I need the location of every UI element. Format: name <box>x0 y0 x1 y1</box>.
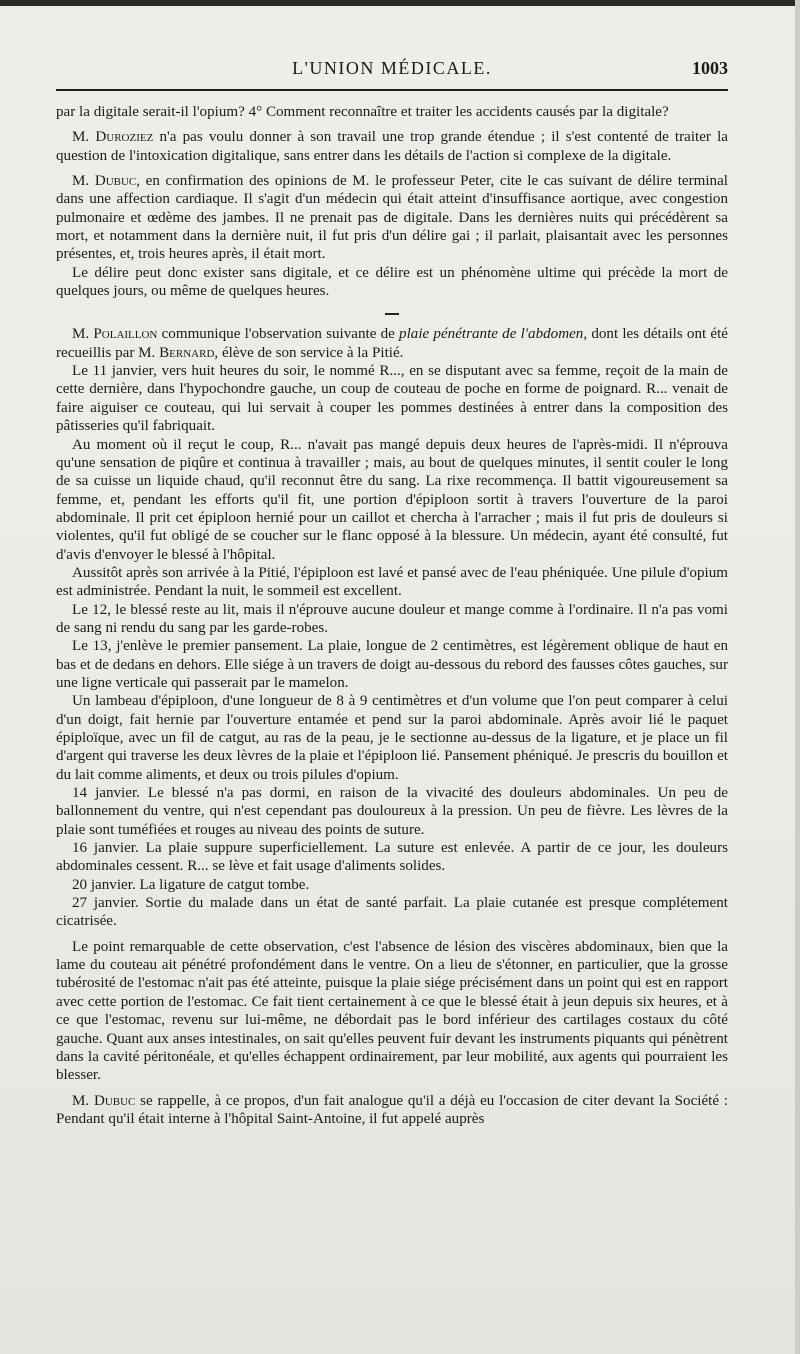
paragraph: Le délire peut donc exister sans digitale, et ce délire est un phénomène ultime qui précède la mort de quelques jours, ou même de quelques heures. <box>56 264 728 300</box>
page-number: 1003 <box>692 58 728 78</box>
paragraph: Le 12, le blessé reste au lit, mais il n'éprouve aucune douleur et mange comme à l'ordinaire. Il n'a pas vomi de sang ni rendu du sang par les garde-robes. <box>56 601 728 636</box>
paragraph: Au moment où il reçut le coup, R... n'avait pas mangé depuis deux heures de l'après-midi. Il n'éprouva qu'une sensation de piqûre et continua à travailler ; mais, au bout de quelques minutes, il sentit couler le long de sa cuisse un liquide chaud, qu'il reconnut être du sang. La rixe recommença. Il battit vigoureusement sa femme, et, pendant les efforts qu'il fit, une portion d'épiploon sortit à travers l'ouverture de la paroi abdominale. Il prit cet épiploon hernié pour un caillot et chercha à l'arracher ; mais il fut pris de douleurs si violentes, qu'il fut obligé de se coucher sur le flanc opposé à la blessure. Un médecin, ayant été consulté, fut d'avis d'envoyer le blessé à l'hôpital. <box>56 436 728 563</box>
student-name: Bernard <box>159 344 215 361</box>
header-rule <box>56 89 728 91</box>
section-separator <box>56 308 728 318</box>
scan-top-edge <box>0 0 800 6</box>
speaker-name: Dubuc <box>94 173 137 190</box>
paragraph: Un lambeau d'épiploon, d'une longueur de 8 à 9 centimètres et d'un volume que l'on peut comparer à celui d'un doigt, fait hernie par l'ouverture entamée et pend sur la paroi abdominale. Après avoir lié le paquet épiploïque, avec un fil de catgut, au ras de la peau, je le sectionne au-dessus de la ligature, et je place un fil d'argent qui traverse les deux lèvres de la plaie et l'épiploon lié. Pansement phéniqué. Je prescris du bouillon et du lait comme aliments, et deux ou trois pilules d'opium. <box>56 693 728 783</box>
speaker-name: Polaillon <box>93 326 158 343</box>
paragraph: 14 janvier. Le blessé n'a pas dormi, en raison de la vivacité des douleurs abdominales. Un peu de ballonnement du ventre, qui n'est cependant pas douloureux à la pression. Un peu de fièvre. Les lèvres de la plaie sont tuméfiées et rouges au niveau des points de suture. <box>56 785 728 838</box>
paragraph: Le 13, j'enlève le premier pansement. La plaie, longue de 2 centimètres, est légèrement oblique de haut en bas et de dedans en dehors. Elle siége à un travers de doigt au-dessous du rebord des fausses côtes gauches, sur une ligne verticale qui passerait par le mamelon. <box>56 638 728 691</box>
scan-right-edge <box>795 0 800 1354</box>
article-body <box>56 103 728 1128</box>
speaker-name: Dubuc <box>93 1092 136 1109</box>
running-title: L'UNION MÉDICALE. <box>292 58 492 78</box>
paragraph: M. Duroziez n'a pas voulu donner à son travail une trop grande étendue ; il s'est contenté de traiter la question de l'intoxication digitalique, sans entrer dans les détails de l'action si complexe de la digitale. <box>56 129 728 164</box>
paragraph: M. Dubuc se rappelle, à ce propos, d'un fait analogue qu'il a déjà eu l'occasion de citer devant la Société : Pendant qu'il était interne à l'hôpital Saint-Antoine, il fut appelé auprès <box>56 1092 729 1127</box>
paragraph: M. Polaillon communique l'observation suivante de plaie pénétrante de l'abdomen, dont les détails ont été recueillis par M. Bernard, élève de son service à la Pitié. <box>56 326 728 361</box>
paragraph: Le point remarquable de cette observation, c'est l'absence de lésion des viscères abdominaux, bien que la lame du couteau ait pénétré profondément dans le ventre. On a lieu de s'étonner, en particulier, que la grosse tubérosité de l'estomac n'ait pas été atteinte, puisque la plaie siége précisément dans un point qui est en rapport avec cette portion de l'estomac. Ce fait tient certainement à ce que le blessé était à jeun depuis six heures, et à ce que l'estomac, revenu sur lui-même, ne débordait pas le bord inférieur des cartilages costaux du côté gauche. Quant aux anses intestinales, on sait qu'elles peuvent fuir devant les instruments piquants qui pénètrent dans la cavité péritonéale, et qu'elles échappent ordinairement, par leur mobilité, aux agents qui pourraient les blesser. <box>56 938 728 1084</box>
page-header <box>56 58 728 84</box>
paragraph: 27 janvier. Sortie du malade dans un état de santé parfait. La plaie cutanée est presque complétement cicatrisée. <box>56 895 728 930</box>
paragraph: Aussitôt après son arrivée à la Pitié, l'épiploon est lavé et pansé avec de l'eau phéniquée. Une pilule d'opium est administrée. Pendant la nuit, le sommeil est excellent. <box>56 564 728 600</box>
paragraph: par la digitale serait-il l'opium? 4° Comment reconnaître et traiter les accidents causés par la digitale? <box>56 104 669 120</box>
speaker-name: Duroziez <box>95 129 154 146</box>
paragraph: 20 janvier. La ligature de catgut tombe. <box>72 876 310 893</box>
paragraph: 16 janvier. La plaie suppure superficiellement. La suture est enlevée. A partir de ce jour, les douleurs abdominales cessent. R... se lève et fait usage d'aliments solides. <box>56 840 728 875</box>
paragraph: Le 11 janvier, vers huit heures du soir, le nommé R..., en se disputant avec sa femme, reçoit de la main de cette dernière, dans l'hypochondre gauche, un coup de couteau de poche en forme de poignard. R... venait de faire aiguiser ce couteau, qui lui servait à couper les pommes destinées à entrer dans la composition des pâtisseries qu'il fabriquait. <box>56 363 728 435</box>
italic-title: plaie pénétrante de l'abdomen <box>399 326 584 343</box>
paragraph: M. Dubuc, en confirmation des opinions de M. le professeur Peter, cite le cas suivant de délire terminal dans une affection cardiaque. Il s'agit d'un médecin qui était atteint d'insuffisance aortique, avec congestion pulmonaire et œdème des jambes. Il ne prenait pas de digitale. Dans les dernières nuits qui précédèrent sa mort, et notamment dans la dernière nuit, il fut pris d'un délire gai ; il parlait, plaisantait avec les personnes présentes, et, trois heures après, il était mort. <box>56 173 728 263</box>
